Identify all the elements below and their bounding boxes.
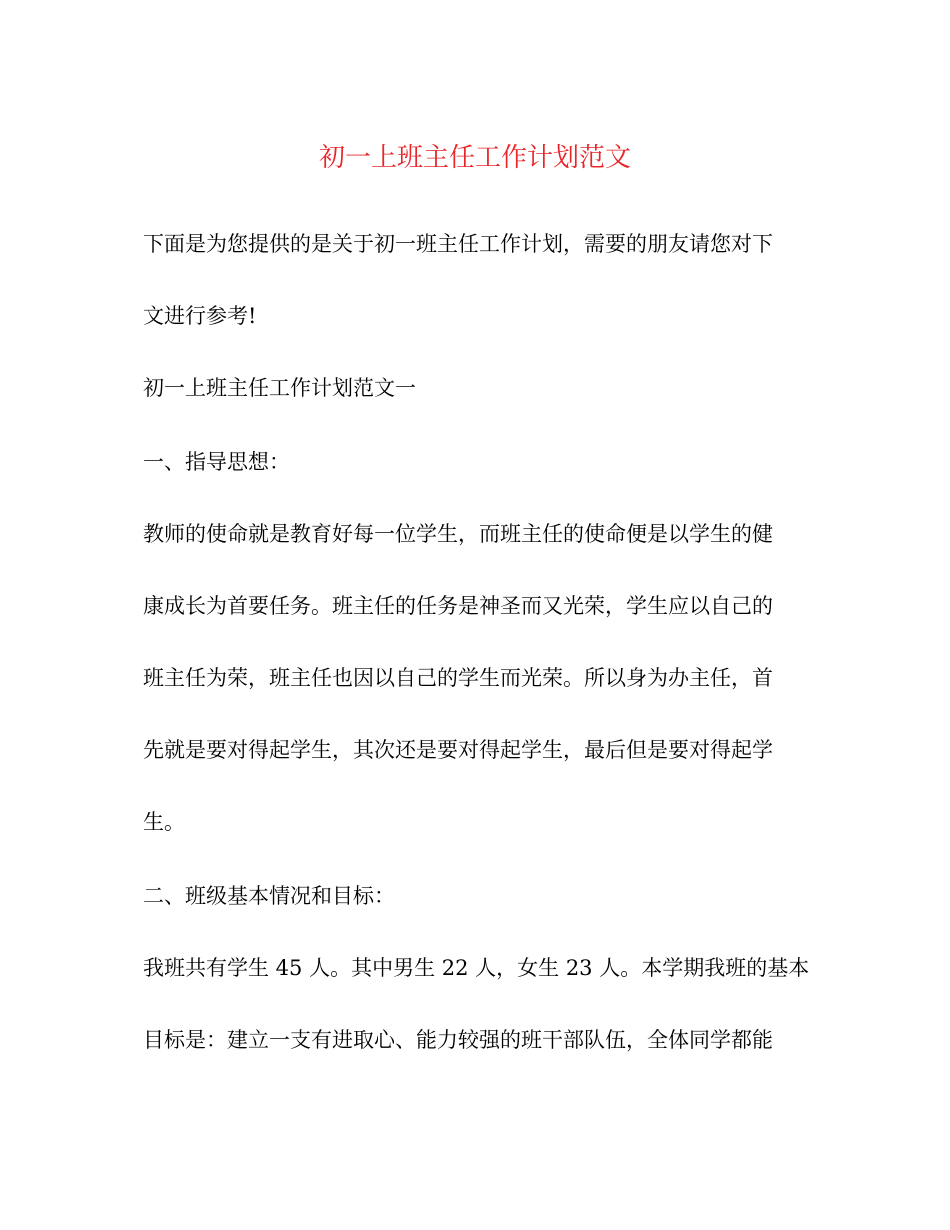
paragraph-line: 下面是为您提供的是关于初一班主任工作计划，需要的朋友请您对下	[143, 232, 773, 256]
document-title: 初一上班主任工作计划范文	[318, 143, 631, 173]
paragraph-line: 康成长为首要任务。班主任的任务是神圣而又光荣，学生应以自己的	[143, 594, 773, 618]
section-heading: 二、班级基本情况和目标：	[143, 884, 395, 908]
paragraph-line: 文进行参考!	[143, 304, 257, 328]
paragraph-line: 先就是要对得起学生，其次还是要对得起学生，最后但是要对得起学	[143, 738, 773, 762]
paragraph-line: 我班共有学生 45 人。其中男生 22 人，女生 23 人。本学期我班的基本	[143, 956, 810, 980]
paragraph-line: 生。	[143, 810, 185, 834]
paragraph-line: 班主任为荣，班主任也因以自己的学生而光荣。所以身为办主任，首	[143, 666, 773, 690]
paragraph-line: 目标是：建立一支有进取心、能力较强的班干部队伍，全体同学都能	[143, 1028, 773, 1052]
section-heading: 一、指导思想：	[143, 450, 290, 474]
paragraph-line: 教师的使命就是教育好每一位学生，而班主任的使命便是以学生的健	[143, 522, 773, 546]
section-heading: 初一上班主任工作计划范文一	[143, 376, 416, 400]
